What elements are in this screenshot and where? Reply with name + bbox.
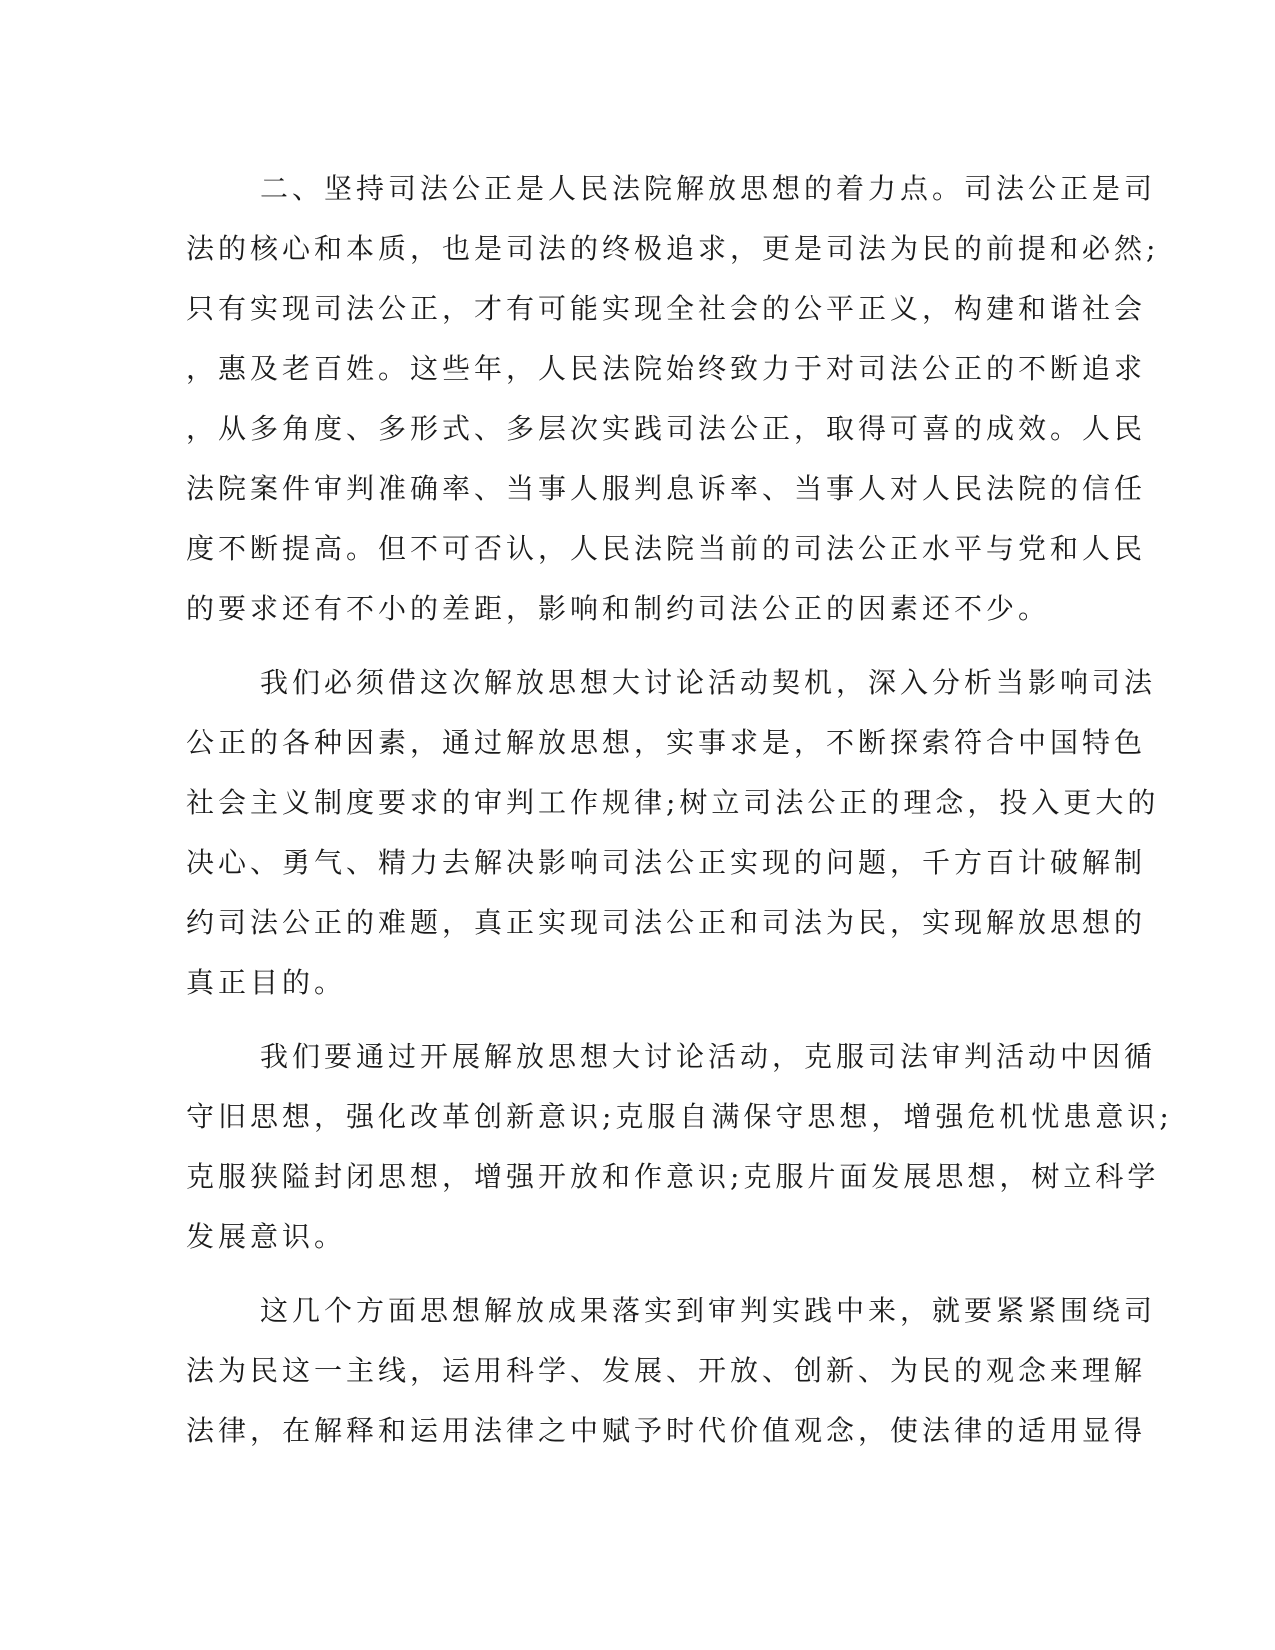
paragraph-2 [186,653,1160,1013]
body-text [186,159,1173,1461]
text-line: 我们必须借这次解放思想大讨论活动契机，深入分析当影响司法 [260,666,1157,699]
paragraph-3 [186,1027,1173,1267]
text-line: 真正目的。 [186,966,347,999]
text-line: 法的核心和本质，也是司法的终极追求，更是司法为民的前提和必然; [186,232,1160,265]
text-line: 二、坚持司法公正是人民法院解放思想的着力点。司法公正是司 [260,172,1157,205]
text-line: 决心、勇气、精力去解决影响司法公正实现的问题，千方百计破解制 [186,846,1147,879]
text-line: 约司法公正的难题，真正实现司法公正和司法为民，实现解放思想的 [186,906,1147,939]
text-line: ，惠及老百姓。这些年，人民法院始终致力于对司法公正的不断追求 [186,352,1147,385]
text-line: 公正的各种因素，通过解放思想，实事求是，不断探索符合中国特色 [186,726,1147,759]
text-line: 守旧思想，强化改革创新意识;克服自满保守思想，增强危机忧患意识; [186,1100,1173,1133]
text-line: 社会主义制度要求的审判工作规律;树立司法公正的理念，投入更大的 [186,786,1160,819]
paragraph-1 [186,159,1160,639]
text-line: 度不断提高。但不可否认，人民法院当前的司法公正水平与党和人民 [186,532,1147,565]
text-line: 我们要通过开展解放思想大讨论活动，克服司法审判活动中因循 [260,1040,1157,1073]
text-line: 法为民这一主线，运用科学、发展、开放、创新、为民的观念来理解 [186,1354,1147,1387]
text-line: 只有实现司法公正，才有可能实现全社会的公平正义，构建和谐社会 [186,292,1147,325]
text-line: 的要求还有不小的差距，影响和制约司法公正的因素还不少。 [186,592,1051,625]
paragraph-gap [186,639,1064,653]
paragraph-gap [186,1013,1064,1027]
text-line: 法院案件审判准确率、当事人服判息诉率、当事人对人民法院的信任 [186,472,1147,505]
text-line: 法律，在解释和运用法律之中赋予时代价值观念，使法律的适用显得 [186,1414,1147,1447]
text-line: 发展意识。 [186,1220,347,1253]
text-line: ，从多角度、多形式、多层次实践司法公正，取得可喜的成效。人民 [186,412,1147,445]
paragraph-4 [186,1281,1157,1461]
paragraph-gap [186,1267,1064,1281]
text-line: 克服狭隘封闭思想，增强开放和作意识;克服片面发展思想，树立科学 [186,1160,1160,1193]
text-line: 这几个方面思想解放成果落实到审判实践中来，就要紧紧围绕司 [260,1294,1157,1327]
